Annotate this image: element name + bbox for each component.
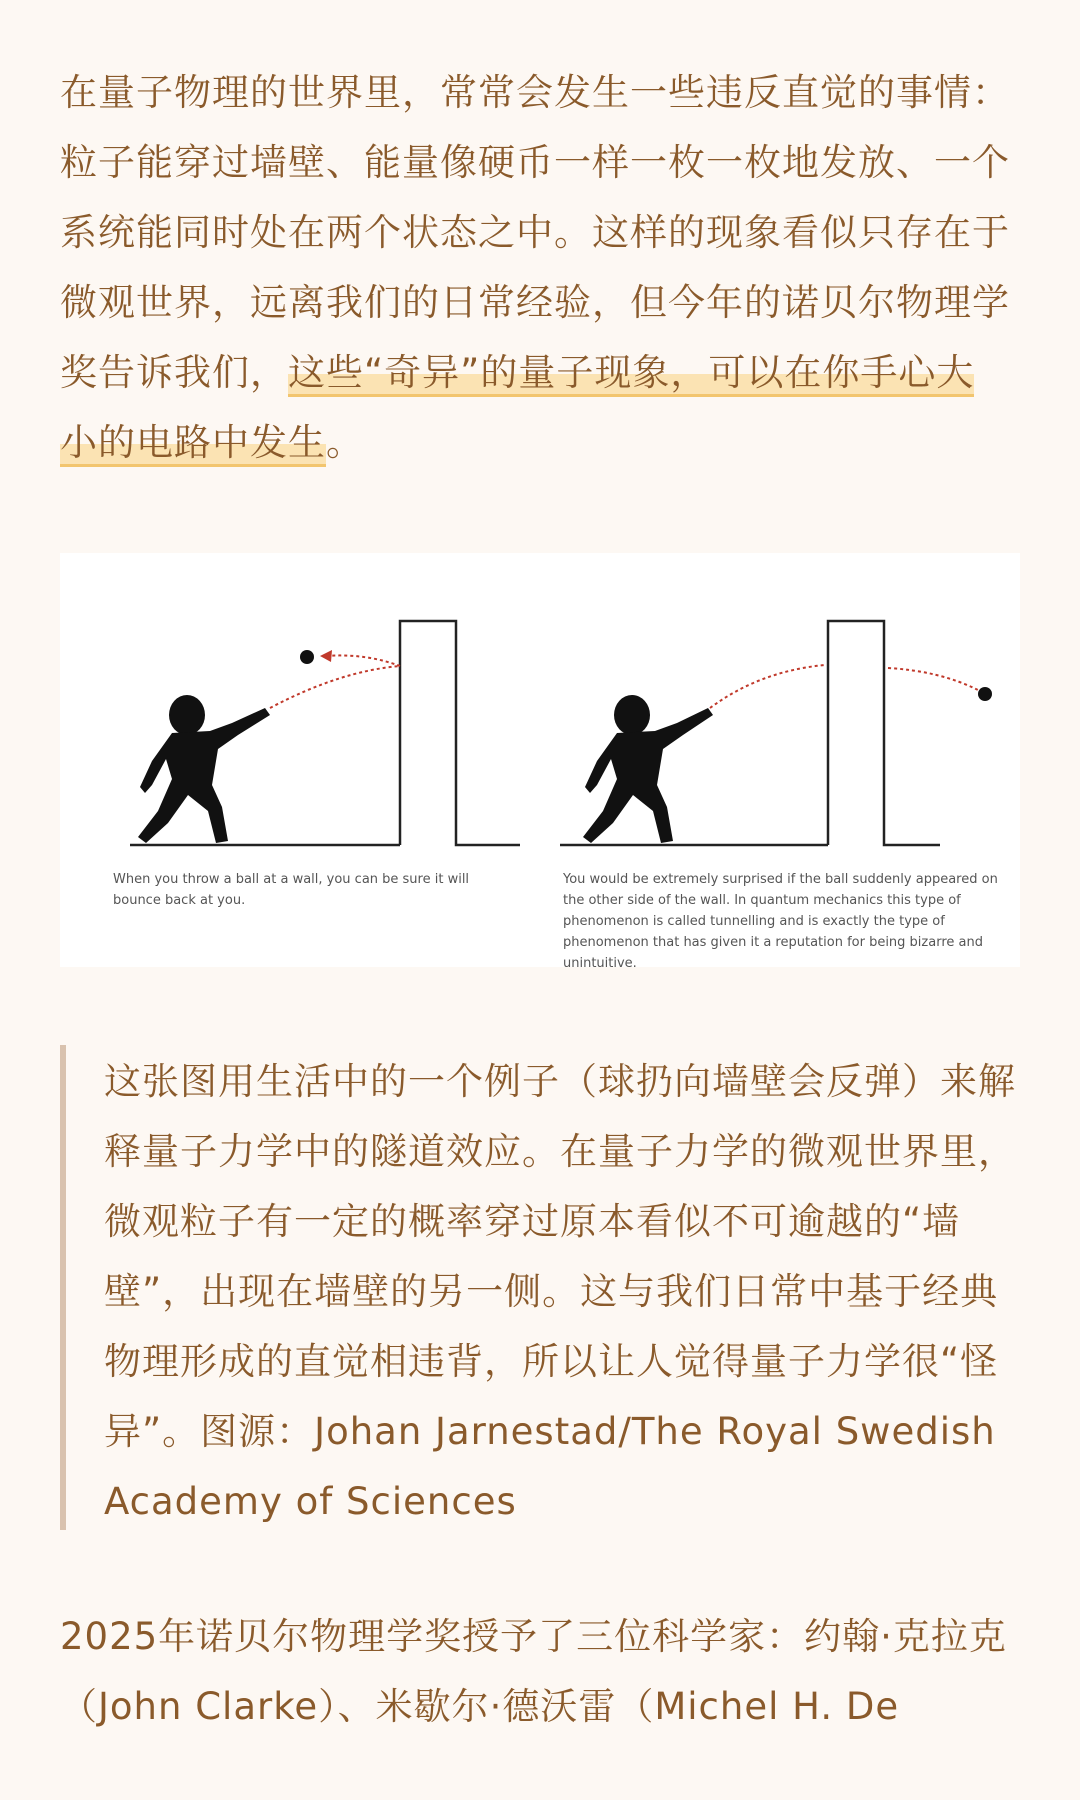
ball-path-through: [888, 668, 978, 690]
caption-left: When you throw a ball at a wall, you can be sure it will bounce back at you.: [113, 872, 470, 908]
intro-paragraph: [60, 58, 1010, 478]
intro-text: 在量子物理的世界里，常常会发生一些违反直觉的事情：粒子能穿过墙壁、能量像硬币一样一枚一枚地发放、一个系统能同时处在两个状态之中。这样的现象看似只存在于微观世界，远离我们的日常经验，但今年的诺贝尔物理学奖告诉我们，: [60, 71, 1010, 394]
caption-right: You would be extremely surprised if the ball suddenly appeared on the other side of the wall. In quantum mechanics this type of phenomenon is called tunnelling and is exactly the type of phenomenon that has given it a reputation for being bizarre and unintuitive.: [563, 872, 998, 971]
laureates-paragraph: 2025年诺贝尔物理学奖授予了三位科学家：约翰·克拉克（John Clarke）、米歇尔·德沃雷（Michel H. De: [60, 1615, 1007, 1728]
arrowhead-icon: [320, 650, 332, 662]
image-description-quote: [60, 1045, 1021, 1530]
wall-right: [828, 621, 940, 845]
wall-left: [400, 621, 520, 845]
quote-text: 这张图用生活中的一个例子（球扔向墙壁会反弹）来解释量子力学中的隧道效应。在量子力学的微观世界里，微观粒子有一定的概率穿过原本看似不可逾越的“墙壁”，出现在墙壁的另一侧。这与我们日常中基于经典物理形成的直觉相违背，所以让人觉得量子力学很“怪异”。图源：Johan Jarnestad/The Royal Swedish Academy of Sciences: [104, 1060, 1016, 1523]
ball-path-out: [270, 666, 400, 708]
ball-path-back: [325, 655, 400, 666]
child-silhouette-left: [138, 695, 270, 843]
ball-left: [300, 650, 314, 664]
ball-path-approach: [710, 665, 825, 708]
highlighted-phrase: 这些“奇异”的量子现象，可以在你手心大小的电路中发生: [60, 351, 974, 467]
child-silhouette-right: [583, 695, 713, 843]
intro-end: 。: [326, 421, 364, 464]
ball-right: [978, 687, 992, 701]
tunnelling-illustration: [60, 553, 1020, 971]
